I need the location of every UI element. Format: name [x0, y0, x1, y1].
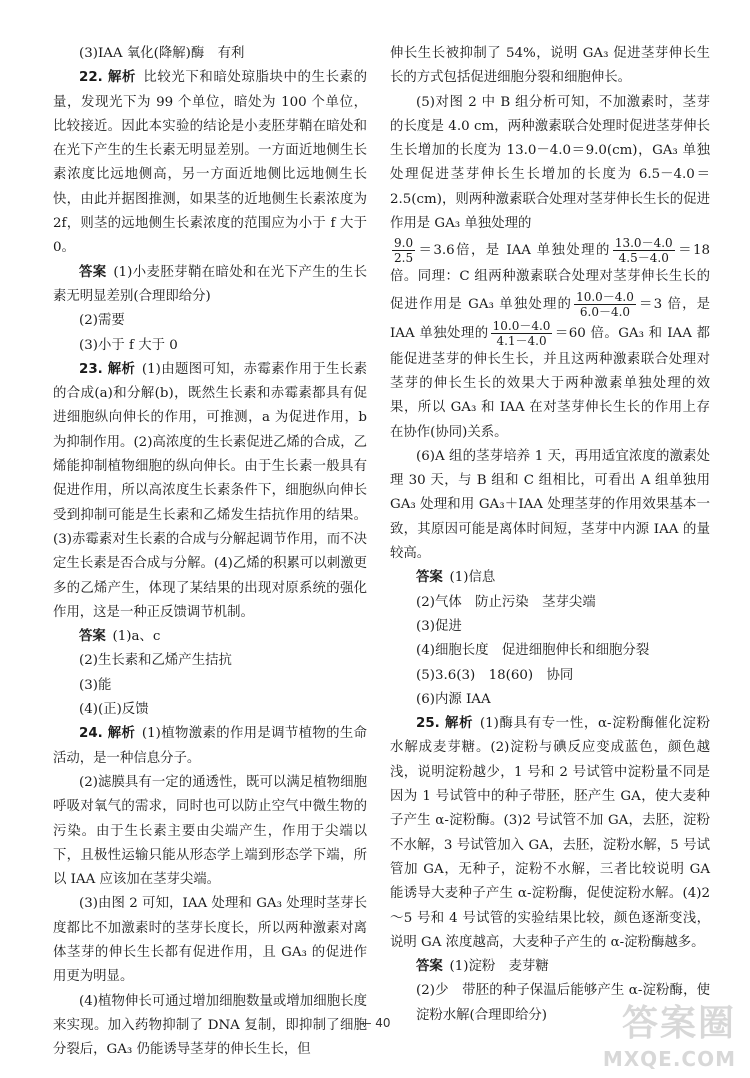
fraction-denominator: 6.0－4.0: [579, 304, 631, 319]
watermark-text: 答案圈: [621, 1003, 736, 1044]
paragraph: [390, 639, 710, 663]
paragraph: [53, 66, 367, 260]
fraction-4: [491, 319, 553, 348]
paragraph: [390, 955, 710, 979]
left-column: [53, 42, 367, 1062]
paragraph: [390, 664, 710, 688]
right-column: [390, 42, 710, 1028]
paragraph-text: (3)IAA 氧化(降解)酶 有利: [79, 46, 245, 61]
paragraph: [53, 334, 367, 358]
watermark-logo: [590, 1004, 740, 1070]
text-run: ＝3 倍，是 IAA 单独处理的: [390, 296, 711, 341]
paragraph: [53, 261, 367, 310]
fraction-2: [613, 236, 675, 265]
watermark-url: MXQE.COM: [602, 1047, 736, 1071]
paragraph: [53, 358, 367, 625]
section-label: 23. 解析: [79, 361, 136, 377]
paragraph: [390, 712, 710, 955]
paragraph: [390, 42, 710, 91]
paragraph-text: (1)酶具有专一性，α-淀粉酶催化淀粉水解成麦芽糖。(2)淀粉与碘反应变成蓝色，颜色越浅，说明淀粉越少，1 号和 2 号试管中淀粉量不同是因为 1 号试管中的种子带胚，胚产生 GA，使大麦种子产生 α-淀粉酶。(3)2 号试管不加 GA，去胚，淀粉不水解，3 号试管加入 GA，去胚，淀粉水解，5 号试管加 GA，无种子，淀粉不水解，三者比较说明 GA 能诱导大麦种子产生 α-淀粉酶，促使淀粉水解。(4)2～5 号和 4 号试管的实验结果比较，颜色逐渐变浅，说明 GA 浓度越高，大麦种子产生的 α-淀粉酶越多。: [390, 716, 710, 950]
section-label: 答案: [79, 629, 106, 645]
paragraph: [390, 591, 710, 615]
paragraph-text: (5)3.6(3) 18(60) 协同: [416, 667, 574, 683]
paragraph-text: (3)促进: [416, 618, 462, 634]
text-run: ＝18 倍。同理：C 组两种激素联合处理对茎芽伸长生长的促进作用是 GA₃ 单独处理的: [390, 243, 710, 312]
paragraph-text: (3)能: [79, 677, 112, 693]
fraction-numerator: 10.0－4.0: [492, 318, 551, 333]
paragraph-text: (2)气体 防止污染 茎芽尖端: [416, 594, 596, 610]
fraction-numerator: 13.0－4.0: [614, 236, 673, 251]
fraction-numerator: 10.0－4.0: [576, 289, 634, 304]
paragraph-text: (3)小于 f 大于 0: [79, 337, 178, 353]
paragraph-fractions: [390, 236, 710, 444]
fraction-3: [574, 290, 636, 319]
paragraph-text: (4)细胞长度 促进细胞伸长和细胞分裂: [416, 643, 650, 659]
section-label: 24. 解析: [79, 726, 136, 742]
paragraph: [53, 42, 367, 66]
text-run: ＝60 倍。GA₃ 和 IAA 都能促进茎芽的伸长生长，并且这两种激素联合处理对茎芽的伸长生长的效果大于两种激素单独处理的效果，所以 GA₃ 和 IAA 在对茎芽伸长生长的作用上存在协作(协同)关系。: [390, 325, 710, 440]
section-label: 答案: [416, 570, 443, 586]
paragraph-text: (1)信息: [449, 570, 496, 586]
fraction-numerator: 9.0: [394, 236, 414, 251]
paragraph-text: (2)生长素和乙烯产生拮抗: [79, 653, 232, 669]
paragraph: [53, 625, 367, 649]
page-number: — 40: [359, 1016, 391, 1030]
paragraph: [53, 649, 367, 673]
paragraph-text: (3)由图 2 可知，IAA 处理和 GA₃ 处理时茎芽长度都比不加激素时的茎芽长度长，所以两种激素对离体茎芽的伸长生长都有促进作用，且 GA₃ 的促进作用更为明显。: [53, 896, 367, 985]
text-run: ＝3.6: [417, 243, 455, 259]
paragraph-text: (1)由题图可知，赤霉素作用于生长素的合成(a)和分解(b)，既然生长素和赤霉素都具有促进细胞纵向伸长的作用，可推测，a 为促进作用，b 为抑制作用。(2)高浓度的生长素促进乙烯的合成，乙烯能抑制植物细胞的纵向伸长。由于生长素一般具有促进作用，所以高浓度生长素条件下，细胞纵向伸长受到抑制可能是生长素和乙烯发生拮抗作用的结果。(3)赤霉素对生长素的合成与分解起调节作用，而不决定生长素是否合成与分解。(4)乙烯的积累可以刺激更多的乙烯产生，体现了某结果的出现对原系统的强化作用，这是一种正反馈调节机制。: [53, 361, 367, 620]
section-label: 答案: [79, 264, 107, 280]
fraction-denominator: 4.5－4.0: [618, 251, 669, 266]
fraction-1: [392, 236, 415, 265]
paragraph: [53, 892, 367, 989]
paragraph: [53, 698, 367, 722]
paragraph-text: (4)植物伸长可通过增加细胞数量或增加细胞长度来实现。加入药物抑制了 DNA 复制，即抑制了细胞分裂后，GA₃ 仍能诱导茎芽的伸长生长，但: [53, 993, 367, 1058]
paragraph-text: 伸长生长被抑制了 54%，说明 GA₃ 促进茎芽伸长生长的方式包括促进细胞分裂和细胞伸长。: [390, 46, 710, 86]
paragraph-text: (1)小麦胚芽鞘在暗处和在光下产生的生长素无明显差别(合理即给分): [53, 264, 368, 304]
paragraph-text: (4)(正)反馈: [79, 702, 149, 718]
paragraph-text: (6)内源 IAA: [416, 691, 491, 707]
paragraph-text: (1)淀粉 麦芽糖: [449, 959, 549, 975]
paragraph: [53, 309, 367, 333]
text-run: 倍，是 IAA 单独处理的: [454, 243, 611, 259]
paragraph-text: (2)少 带胚的种子保温后能够产生 α-淀粉酶，使淀粉水解(合理即给分): [416, 983, 710, 1023]
paragraph: [390, 615, 710, 639]
paragraph-text: (5)对图 2 中 B 组分析可知，不加激素时，茎芽的长度是 4.0 cm，两种激素联合处理时促进茎芽伸长生长增加的长度为 13.0－4.0＝9.0(cm)，GA₃ 单独处理促进茎芽伸长生长增加的长度为 6.5－4.0＝2.5(cm)，则两种激素联合处理对茎芽伸长生长的促进作用是 GA₃ 单独处理的: [390, 94, 710, 232]
paragraph-text: (6)A 组的茎芽培养 1 天，再用适宜浓度的激素处理 30 天，与 B 组和 C 组相比，可看出 A 组单独用 GA₃ 处理和用 GA₃＋IAA 处理茎芽的作用效果基本一致，其原因可能是离体时间短，茎芽中内源 IAA 的量较高。: [390, 448, 710, 562]
paragraph-text: (2)滤膜具有一定的通透性，既可以满足植物细胞呼吸对氧气的需求，同时也可以防止空气中微生物的污染。由于生长素主要由尖端产生，作用于尖端以下，且极性运输只能从形态学上端到形态学下端，所以 IAA 应该加在茎芽尖端。: [53, 774, 367, 888]
fraction-denominator: 4.1－4.0: [496, 333, 547, 348]
paragraph: [390, 91, 710, 237]
fraction-denominator: 2.5: [394, 251, 414, 266]
paragraph-text: 比较光下和暗处琼脂块中的生长素的量，发现光下为 99 个单位，暗处为 100 个单位，比较接近。因此本实验的结论是小麦胚芽鞘在暗处和在光下产生的生长素无明显差别。一方面近地侧生长素浓度比远地侧高，另一方面近地侧比远地侧生长快，由此并据图推测，如果茎的近地侧生长素浓度为 2f，则茎的远地侧生长素浓度的范围应为小于 f 大于 0。: [53, 70, 367, 256]
paragraph-text: (1)植物激素的作用是调节植物的生命活动，是一种信息分子。: [53, 726, 367, 766]
paragraph: [390, 566, 710, 590]
paragraph: [53, 771, 367, 892]
paragraph: [53, 722, 367, 771]
section-label: 答案: [416, 959, 443, 975]
paragraph: [390, 688, 710, 712]
paragraph-text: (2)需要: [79, 313, 125, 329]
section-label: 22. 解析: [79, 70, 137, 86]
paragraph-text: (1)a、c: [112, 629, 161, 645]
paragraph: [53, 674, 367, 698]
paragraph: [390, 445, 710, 566]
section-label: 25. 解析: [416, 716, 474, 732]
